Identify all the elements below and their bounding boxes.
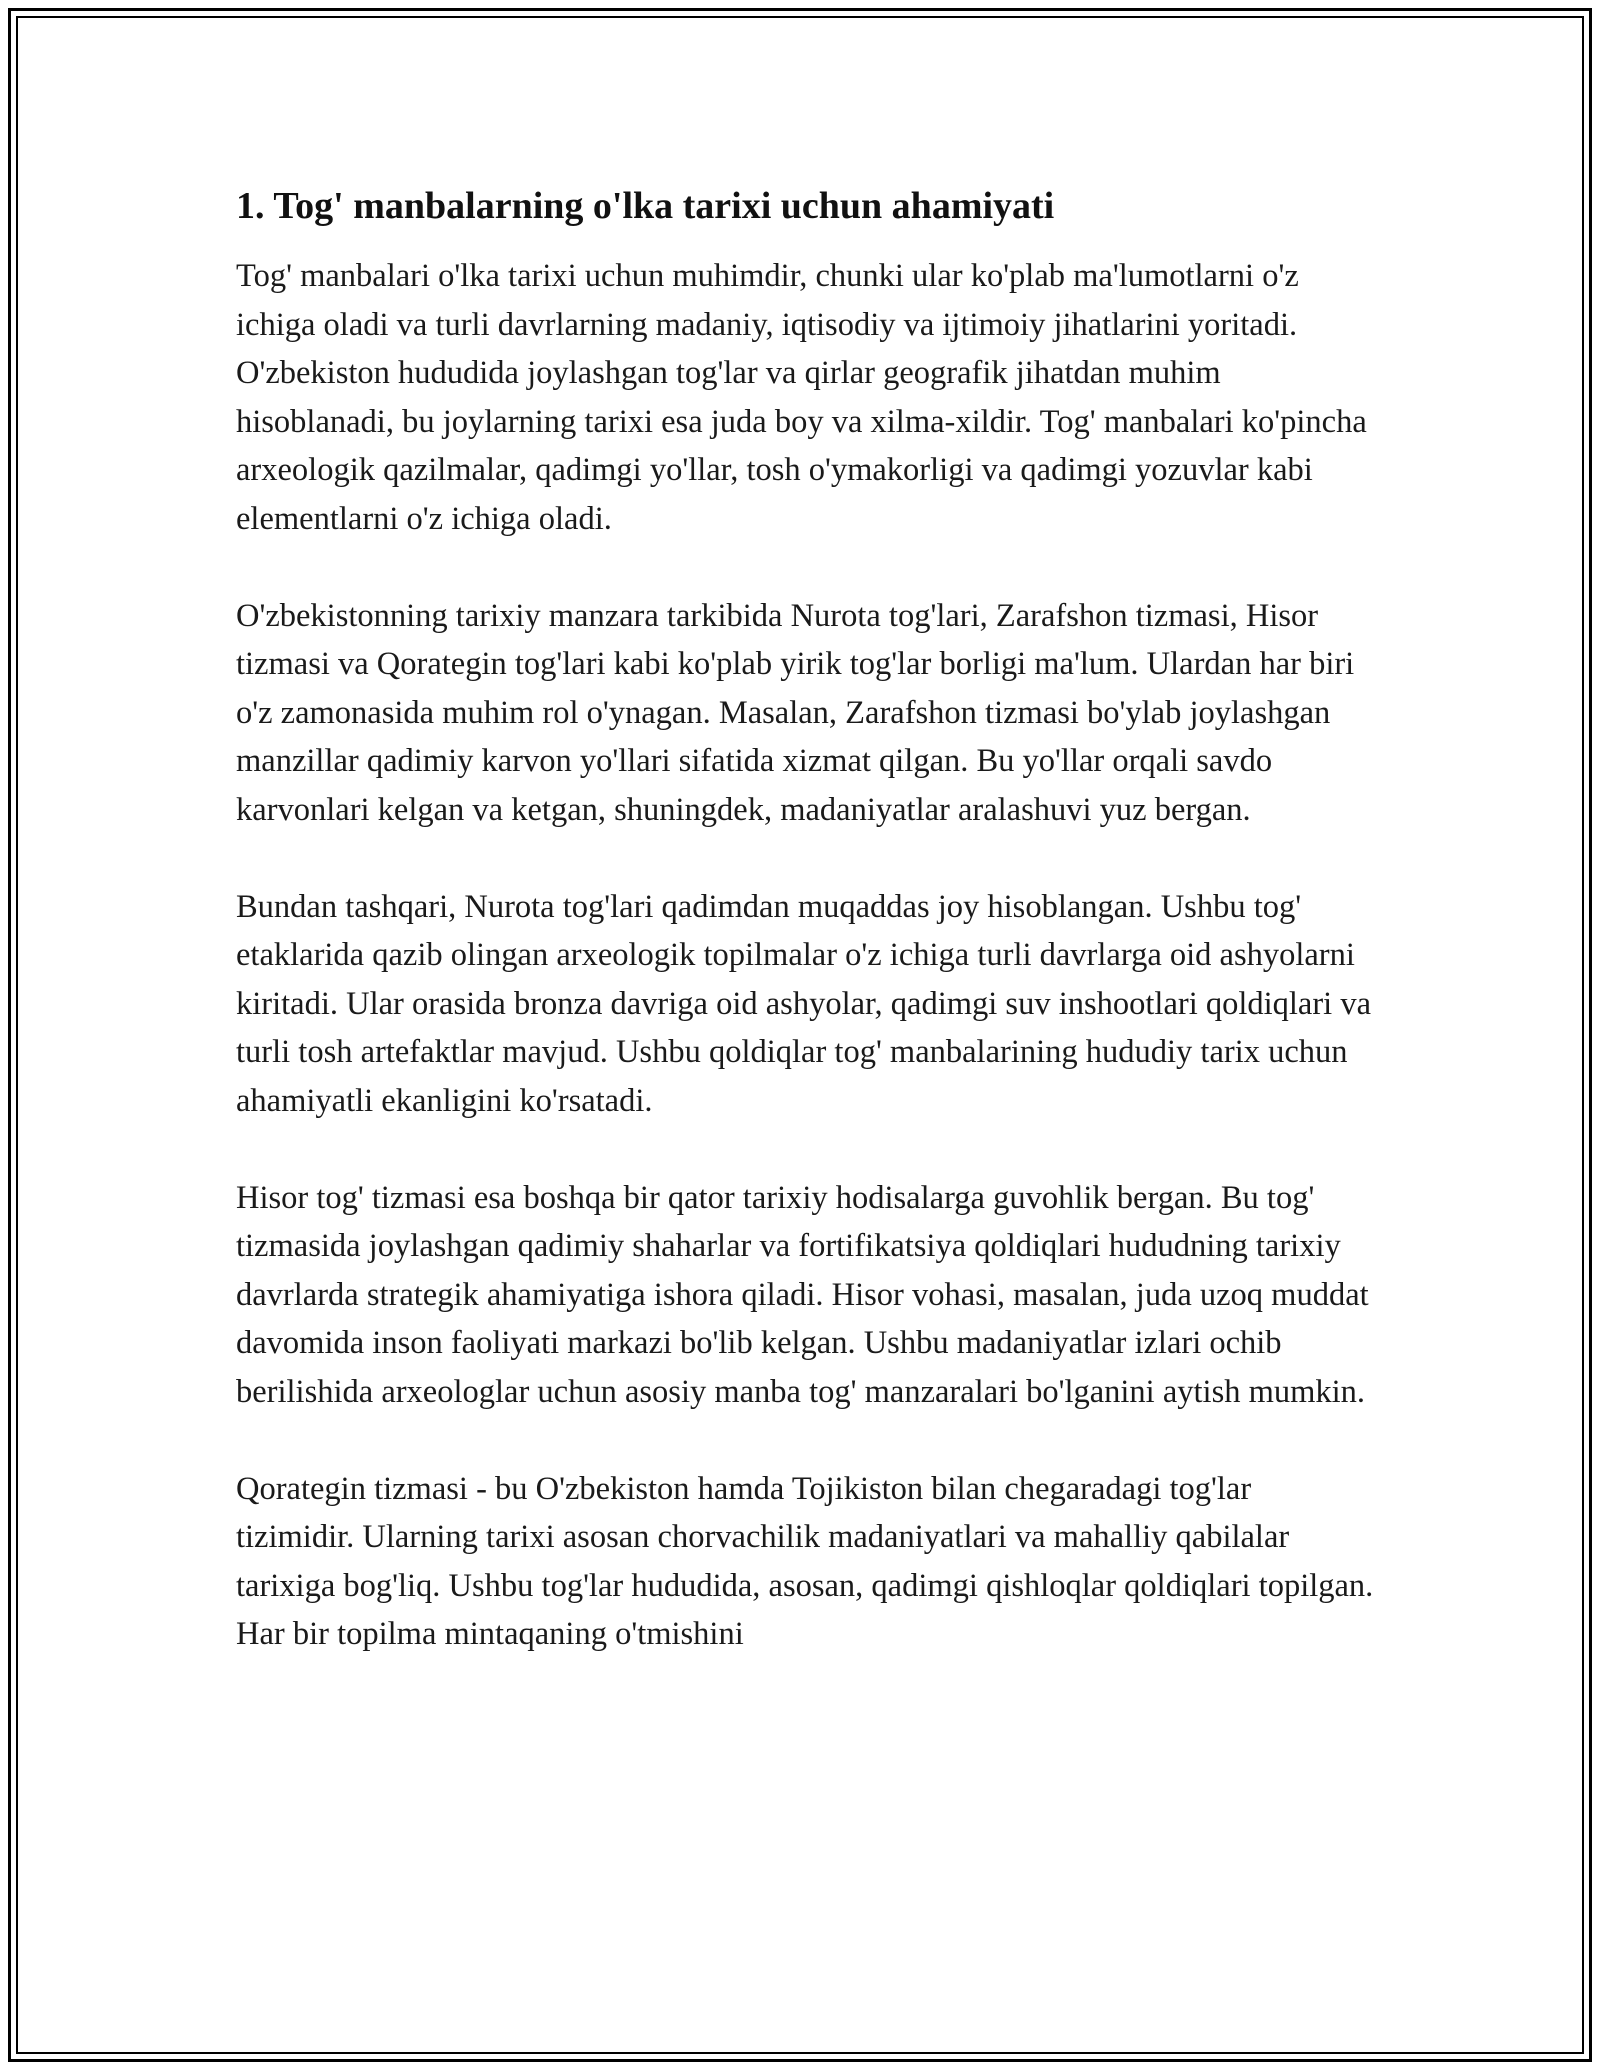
document-body (236, 182, 1376, 1659)
paragraph-1: Tog' manbalari o'lka tarixi uchun muhimdir, chunki ular ko'plab ma'lumotlarni o'z ichiga oladi va turli davrlarning madaniy, iqtisodiy va ijtimoiy jihatlarini yoritadi. O'zbekiston hududida joylashgan tog'lar va qirlar geografik jihatdan muhim hisoblanadi, bu joylarning tarixi esa juda boy va xilma-xildir. Tog' manbalari ko'pincha arxeologik qazilmalar, qadimgi yo'llar, tosh o'ymakorligi va qadimgi yozuvlar kabi elementlarni o'z ichiga oladi. (236, 258, 1367, 537)
paragraph-5: Qorategin tizmasi - bu O'zbekiston hamda Tojikiston bilan chegaradagi tog'lar tizimidir. Ularning tarixi asosan chorvachilik madaniyatlari va mahalliy qabilalar tarixiga bog'liq. Ushbu tog'lar hududida, asosan, qadimgi qishloqlar qoldiqlari topilgan. Har bir topilma mintaqaning o'tmishini (236, 1470, 1374, 1652)
section-heading: 1. Tog' manbalarning o'lka tarixi uchun ahamiyati (236, 185, 1055, 227)
paragraph-2: O'zbekistonning tarixiy manzara tarkibida Nurota tog'lari, Zarafshon tizmasi, Hisor tizmasi va Qorategin tog'lari kabi ko'plab yirik tog'lar borligi ma'lum. Ulardan har biri o'z zamonasida muhim rol o'ynagan. Masalan, Zarafshon tizmasi bo'ylab joylashgan manzillar qadimiy karvon yo'llari sifatida xizmat qilgan. Bu yo'llar orqali savdo karvonlari kelgan va ketgan, shuningdek, madaniyatlar aralashuvi yuz bergan. (236, 597, 1355, 828)
paragraph-4: Hisor tog' tizmasi esa boshqa bir qator tarixiy hodisalarga guvohlik bergan. Bu tog' tizmasida joylashgan qadimiy shaharlar va fortifikatsiya qoldiqlari hududning tarixiy davrlarda strategik ahamiyatiga ishora qiladi. Hisor vohasi, masalan, juda uzoq muddat davomida inson faoliyati markazi bo'lib kelgan. Ushbu madaniyatlar izlari ochib berilishida arxeologlar uchun asosiy manba tog' manzaralari bo'lganini aytish mumkin. (236, 1179, 1369, 1410)
paragraph-3: Bundan tashqari, Nurota tog'lari qadimdan muqaddas joy hisoblangan. Ushbu tog' etaklarida qazib olingan arxeologik topilmalar o'z ichiga turli davrlarga oid ashyolarni kiritadi. Ular orasida bronza davriga oid ashyolar, qadimgi suv inshootlari qoldiqlari va turli tosh artefaktlar mavjud. Ushbu qoldiqlar tog' manbalarining hududiy tarix uchun ahamiyatli ekanligini ko'rsatadi. (236, 888, 1372, 1119)
